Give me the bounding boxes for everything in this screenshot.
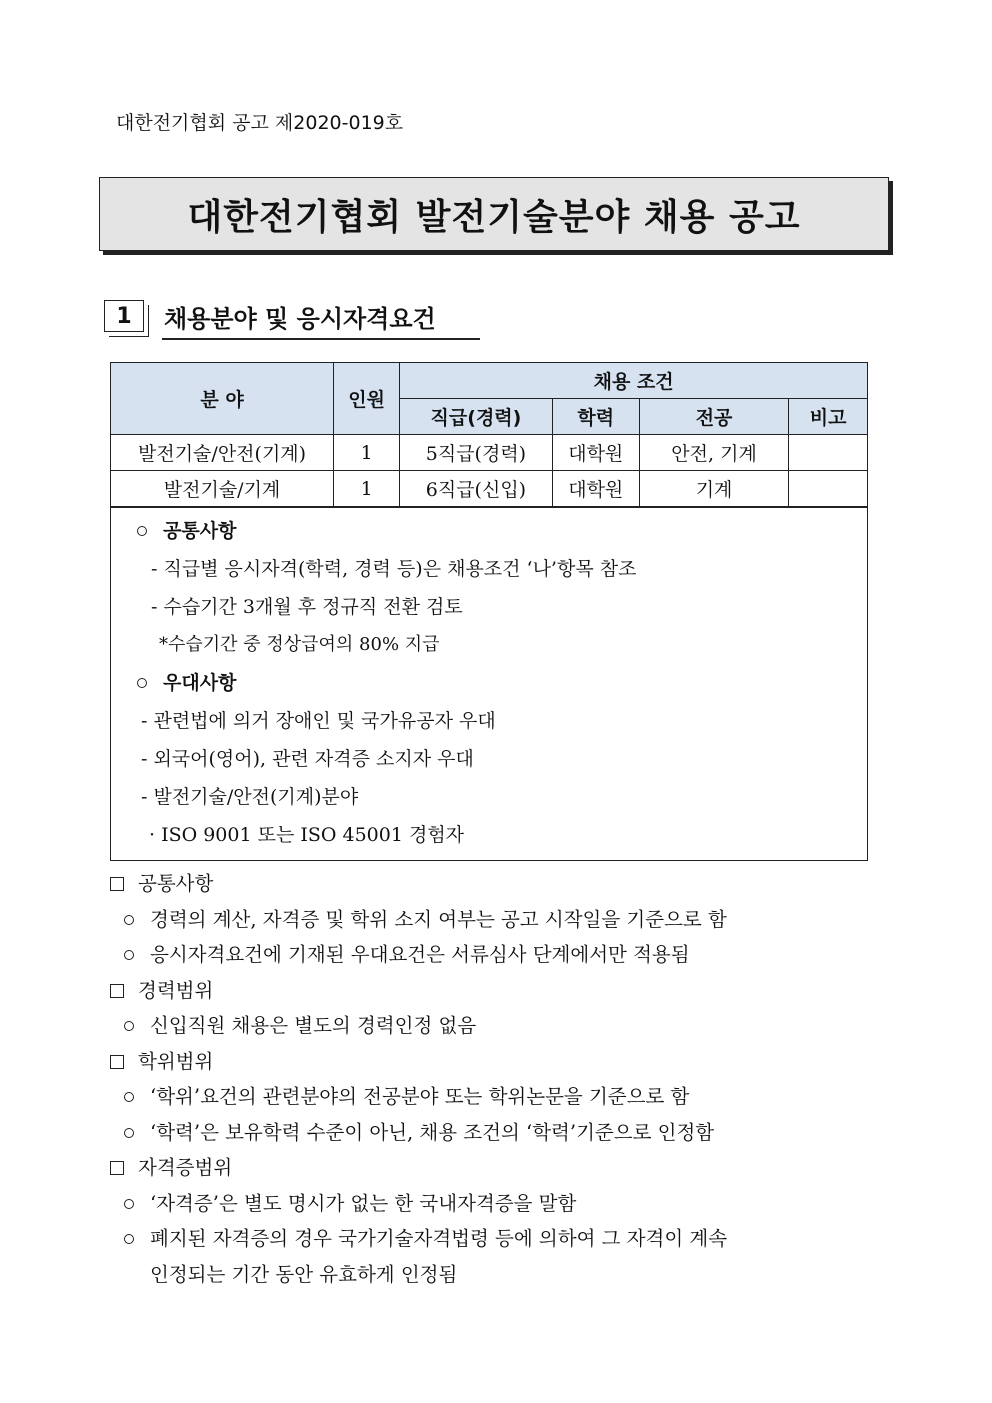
square-bullet-icon xyxy=(110,984,124,998)
cell-remarks xyxy=(789,435,867,471)
square-bullet-icon xyxy=(110,1055,124,1069)
common-item: 응시자격요건에 기재된 우대요건은 서류심사 단계에서만 적용됨 xyxy=(110,937,910,973)
body-section xyxy=(110,866,910,1292)
circle-bullet-icon xyxy=(137,678,147,688)
header-conditions: 채용 조건 xyxy=(400,363,867,399)
table-notes xyxy=(111,507,867,860)
notes-pref-item: - 발전기술/안전(기계)분야 xyxy=(141,786,359,808)
notes-pref-item: - 외국어(영어), 관련 자격증 소지자 우대 xyxy=(141,748,474,770)
cell-grade: 5직급(경력) xyxy=(400,435,552,471)
notice-number: 대한전기협회 공고 제2020-019호 xyxy=(116,112,404,134)
cell-grade: 6직급(신입) xyxy=(400,471,552,507)
notes-common-item: - 직급별 응시자격(학력, 경력 등)은 채용조건 ‘나’항목 참조 xyxy=(151,558,637,580)
circle-bullet-icon xyxy=(124,1128,134,1138)
circle-bullet-icon xyxy=(124,915,134,925)
cell-field: 발전기술/안전(기계) xyxy=(111,435,334,471)
cell-count: 1 xyxy=(334,471,400,507)
recruitment-box xyxy=(110,362,868,861)
section-number: 1 xyxy=(104,300,144,332)
common-heading: 공통사항 xyxy=(110,866,910,902)
notes-common-footnote: *수습기간 중 정상급여의 80% 지급 xyxy=(159,634,440,655)
table-row xyxy=(111,435,867,471)
header-remarks: 비고 xyxy=(789,399,867,435)
circle-bullet-icon xyxy=(124,1234,134,1244)
notes-common-heading: 공통사항 xyxy=(111,512,867,550)
title-box xyxy=(99,177,889,251)
cell-major: 안전, 기계 xyxy=(639,435,788,471)
career-item: 신입직원 채용은 별도의 경력인정 없음 xyxy=(110,1008,910,1044)
square-bullet-icon xyxy=(110,1161,124,1175)
square-bullet-icon xyxy=(110,877,124,891)
notes-common-item: - 수습기간 3개월 후 정규직 전환 검토 xyxy=(151,596,463,618)
header-education: 학력 xyxy=(552,399,639,435)
cell-count: 1 xyxy=(334,435,400,471)
degree-item: ‘학위’요건의 관련분야의 전공분야 또는 학위논문을 기준으로 함 xyxy=(110,1079,910,1115)
table-row xyxy=(111,471,867,507)
cell-major: 기계 xyxy=(639,471,788,507)
cell-education: 대학원 xyxy=(552,471,639,507)
notes-pref-subitem: · ISO 9001 또는 ISO 45001 경험자 xyxy=(149,824,465,846)
cell-field: 발전기술/기계 xyxy=(111,471,334,507)
degree-item: ‘학력’은 보유학력 수준이 아닌, 채용 조건의 ‘학력’기준으로 인정함 xyxy=(110,1115,910,1151)
notes-pref-heading: 우대사항 xyxy=(111,664,867,702)
cert-item: 폐지된 자격증의 경우 국가기술자격법령 등에 의하여 그 자격이 계속 xyxy=(110,1221,910,1257)
common-item: 경력의 계산, 자격증 및 학위 소지 여부는 공고 시작일을 기준으로 함 xyxy=(110,902,910,938)
circle-bullet-icon xyxy=(124,950,134,960)
recruitment-table xyxy=(111,363,867,507)
table-header-row xyxy=(111,363,867,399)
cert-item-continued: 인정되는 기간 동안 유효하게 인정됨 xyxy=(150,1262,458,1286)
header-grade: 직급(경력) xyxy=(400,399,552,435)
circle-bullet-icon xyxy=(124,1092,134,1102)
circle-bullet-icon xyxy=(137,526,147,536)
cert-heading: 자격증범위 xyxy=(110,1150,910,1186)
header-field: 분 야 xyxy=(111,363,334,435)
cell-education: 대학원 xyxy=(552,435,639,471)
cert-item: ‘자격증’은 별도 명시가 없는 한 국내자격증을 말함 xyxy=(110,1186,910,1222)
circle-bullet-icon xyxy=(124,1021,134,1031)
section-title: 채용분야 및 응시자격요건 xyxy=(162,300,480,340)
header-major: 전공 xyxy=(639,399,788,435)
page-title: 대한전기협회 발전기술분야 채용 공고 xyxy=(187,196,801,238)
notes-pref-item: - 관련법에 의거 장애인 및 국가유공자 우대 xyxy=(141,710,496,732)
header-count: 인원 xyxy=(334,363,400,435)
cell-remarks xyxy=(789,471,867,507)
degree-heading: 학위범위 xyxy=(110,1044,910,1080)
circle-bullet-icon xyxy=(124,1199,134,1209)
career-heading: 경력범위 xyxy=(110,973,910,1009)
